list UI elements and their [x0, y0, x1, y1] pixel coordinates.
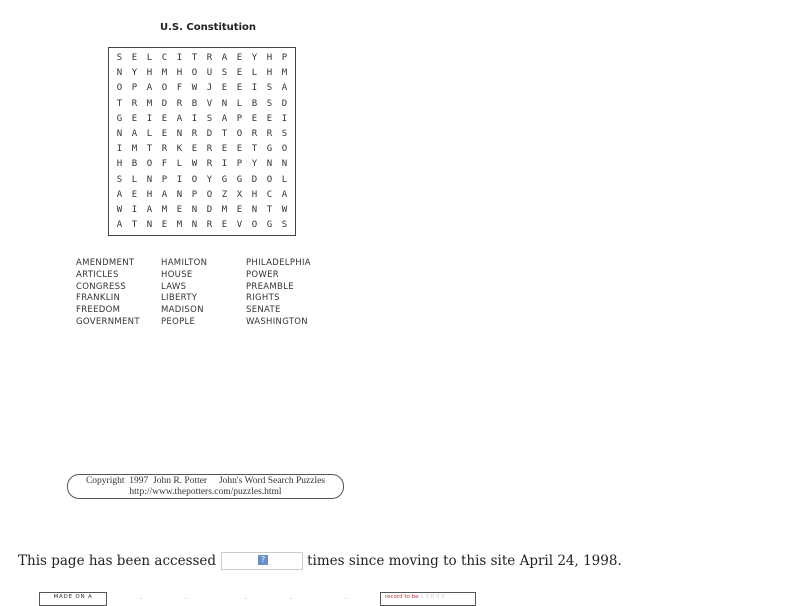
grid-cell: D [206, 204, 213, 215]
word-column-1 [76, 258, 161, 329]
grid-cell: P [236, 113, 243, 124]
grid-row [112, 157, 292, 172]
grid-cell: P [236, 159, 243, 170]
grid-cell: G [116, 113, 123, 124]
grid-cell: O [281, 144, 288, 155]
grid-cell: I [281, 113, 288, 124]
grid-cell: T [146, 144, 153, 155]
grid-cell: D [251, 174, 258, 185]
grid-cell: A [146, 204, 153, 215]
record-badge[interactable] [380, 592, 476, 606]
grid-cell: E [251, 113, 258, 124]
grid-cell: P [131, 83, 138, 94]
grid-cell: T [116, 98, 123, 109]
grid-cell: T [266, 204, 273, 215]
word-item: GOVERNMENT [76, 316, 140, 327]
word-item: LAWS [161, 281, 187, 292]
grid-row [112, 112, 292, 127]
grid-cell: Y [251, 159, 258, 170]
separator-dot: · [345, 596, 347, 603]
grid-cell: E [221, 144, 228, 155]
grid-cell: O [191, 174, 198, 185]
record-badge-faded: 1 0 0 0 0 [420, 594, 445, 600]
grid-cell: P [191, 189, 198, 200]
grid-cell: H [176, 68, 183, 79]
word-item: POWER [246, 269, 279, 280]
grid-cell: A [116, 189, 123, 200]
puzzle-title: U.S. Constitution [160, 22, 256, 33]
grid-cell: N [146, 174, 153, 185]
word-item: WASHINGTON [246, 316, 308, 327]
grid-cell: S [266, 98, 273, 109]
grid-row [112, 142, 292, 157]
grid-cell: L [131, 174, 138, 185]
grid-cell: M [146, 98, 153, 109]
grid-cell: H [146, 189, 153, 200]
grid-cell: H [266, 68, 273, 79]
grid-cell: E [236, 144, 243, 155]
grid-cell: B [251, 98, 258, 109]
grid-cell: O [161, 83, 168, 94]
word-item: HAMILTON [161, 258, 208, 268]
grid-cell: O [146, 159, 153, 170]
grid-cell: V [236, 220, 243, 231]
grid-cell: L [176, 159, 183, 170]
grid-cell: E [191, 144, 198, 155]
word-item: MADISON [161, 305, 204, 316]
grid-cell: E [266, 113, 273, 124]
grid-cell: G [266, 220, 273, 231]
grid-cell: P [281, 53, 288, 63]
grid-cell: T [131, 220, 138, 231]
grid-cell: E [161, 128, 168, 139]
grid-cell: A [176, 113, 183, 124]
grid-row [112, 127, 292, 142]
access-prefix: This page has been accessed [18, 553, 217, 569]
grid-cell: F [176, 83, 183, 94]
hit-counter-image [221, 552, 303, 570]
grid-cell: Y [131, 68, 138, 79]
grid-cell: R [206, 144, 213, 155]
grid-cell: R [206, 159, 213, 170]
grid-cell: M [131, 144, 138, 155]
grid-cell: S [221, 68, 228, 79]
copyright-line: Copyright 1997 John R. Potter John's Word Search Puzzles [85, 476, 326, 486]
grid-cell: R [131, 98, 138, 109]
word-column-3 [246, 258, 336, 329]
grid-cell: E [176, 204, 183, 215]
separator-dot: · [185, 596, 187, 603]
grid-cell: N [191, 220, 198, 231]
grid-cell: M [176, 220, 183, 231]
grid-cell: L [146, 128, 153, 139]
grid-cell: C [266, 189, 273, 200]
grid-cell: N [221, 98, 228, 109]
grid-cell: R [206, 220, 213, 231]
grid-cell: D [206, 128, 213, 139]
grid-cell: L [146, 53, 153, 63]
grid-cell: N [251, 204, 258, 215]
grid-row [112, 203, 292, 218]
grid-cell: V [206, 98, 213, 109]
grid-cell: S [281, 220, 288, 231]
grid-cell: M [281, 68, 288, 79]
access-suffix: times since moving to this site April 24, 1998. [307, 553, 622, 569]
grid-cell: N [191, 204, 198, 215]
grid-cell: O [206, 189, 213, 200]
grid-row [112, 51, 292, 66]
grid-cell: N [116, 68, 123, 79]
grid-cell: M [161, 204, 168, 215]
grid-cell: Y [206, 174, 213, 185]
word-item: SENATE [246, 305, 281, 316]
grid-cell: N [176, 128, 183, 139]
grid-cell: L [251, 68, 258, 79]
grid-cell: E [236, 204, 243, 215]
grid-cell: I [116, 144, 123, 155]
grid-cell: N [146, 220, 153, 231]
grid-cell: T [191, 53, 198, 63]
grid-cell: S [206, 113, 213, 124]
grid-cell: Z [221, 189, 228, 200]
grid-cell: R [266, 128, 273, 139]
grid-cell: R [251, 128, 258, 139]
grid-cell: G [236, 174, 243, 185]
word-item: ARTICLES [76, 269, 119, 280]
grid-cell: O [236, 128, 243, 139]
copyright-banner[interactable] [67, 474, 344, 499]
grid-cell: X [236, 189, 243, 200]
grid-cell: E [161, 220, 168, 231]
grid-cell: A [131, 128, 138, 139]
word-item: CONGRESS [76, 281, 127, 292]
word-item: LIBERTY [161, 293, 198, 304]
grid-cell: Y [251, 53, 258, 63]
grid-cell: I [146, 113, 153, 124]
word-search-grid [108, 47, 296, 236]
grid-cell: E [131, 53, 138, 63]
grid-cell: A [116, 220, 123, 231]
grid-cell: O [251, 220, 258, 231]
grid-row [112, 97, 292, 112]
grid-row [112, 66, 292, 81]
grid-cell: H [266, 53, 273, 63]
separator-dot: · [245, 596, 247, 603]
grid-cell: M [221, 204, 228, 215]
grid-row [112, 173, 292, 188]
made-on-badge[interactable]: MADE ON A [39, 592, 107, 606]
grid-cell: B [131, 159, 138, 170]
grid-row [112, 188, 292, 203]
grid-cell: D [281, 98, 288, 109]
grid-cell: W [281, 204, 288, 215]
grid-cell: O [191, 68, 198, 79]
grid-cell: I [176, 174, 183, 185]
grid-cell: A [281, 189, 288, 200]
grid-cell: E [131, 189, 138, 200]
word-list [76, 258, 336, 329]
grid-cell: N [116, 128, 123, 139]
grid-cell: O [266, 174, 273, 185]
grid-cell: W [116, 204, 123, 215]
grid-cell: E [221, 83, 228, 94]
grid-cell: H [251, 189, 258, 200]
grid-cell: F [161, 159, 168, 170]
grid-cell: E [236, 53, 243, 63]
grid-row [112, 218, 292, 233]
grid-cell: R [191, 128, 198, 139]
grid-cell: N [176, 189, 183, 200]
grid-cell: E [161, 113, 168, 124]
access-counter-line [18, 552, 622, 570]
grid-cell: W [191, 159, 198, 170]
word-item: FREEDOM [76, 305, 121, 316]
copyright-url[interactable]: http://www.thepotters.com/puzzles.html [129, 486, 282, 497]
grid-cell: D [161, 98, 168, 109]
grid-cell: N [281, 159, 288, 170]
word-item: PEOPLE [161, 316, 196, 327]
grid-cell: L [236, 98, 243, 109]
grid-cell: E [221, 220, 228, 231]
grid-cell: R [206, 53, 213, 63]
grid-cell: J [206, 83, 213, 94]
grid-cell: G [221, 174, 228, 185]
grid-cell: H [146, 68, 153, 79]
grid-cell: K [176, 144, 183, 155]
separator-dot: · [290, 596, 292, 603]
word-item: FRANKLIN [76, 293, 121, 304]
word-column-2 [161, 258, 246, 329]
word-item: HOUSE [161, 269, 193, 280]
grid-cell: I [131, 204, 138, 215]
grid-cell: L [281, 174, 288, 185]
grid-cell: I [191, 113, 198, 124]
broken-image-icon: ? [258, 555, 268, 565]
word-item: PHILADELPHIA [246, 258, 311, 268]
grid-cell: U [206, 68, 213, 79]
word-item: AMENDMENT [76, 258, 135, 268]
grid-cell: S [281, 128, 288, 139]
grid-cell: O [116, 83, 123, 94]
grid-cell: E [236, 83, 243, 94]
grid-cell: I [176, 53, 183, 63]
grid-cell: A [221, 113, 228, 124]
grid-cell: T [251, 144, 258, 155]
grid-cell: S [116, 53, 123, 63]
grid-cell: B [191, 98, 198, 109]
grid-cell: A [146, 83, 153, 94]
grid-cell: N [266, 159, 273, 170]
grid-cell: H [116, 159, 123, 170]
grid-cell: M [161, 68, 168, 79]
grid-cell: G [266, 144, 273, 155]
word-item: RIGHTS [246, 293, 280, 304]
grid-cell: S [116, 174, 123, 185]
grid-cell: R [161, 144, 168, 155]
grid-cell: E [131, 113, 138, 124]
grid-cell: C [161, 53, 168, 63]
word-item: PREAMBLE [246, 281, 294, 292]
record-badge-label: record to be [385, 594, 419, 600]
separator-dot: · [140, 596, 142, 603]
grid-cell: A [281, 83, 288, 94]
grid-cell: R [176, 98, 183, 109]
grid-cell: I [221, 159, 228, 170]
grid-cell: A [161, 189, 168, 200]
grid-cell: W [191, 83, 198, 94]
grid-cell: E [236, 68, 243, 79]
grid-cell: T [221, 128, 228, 139]
grid-cell: I [251, 83, 258, 94]
grid-cell: S [266, 83, 273, 94]
grid-row [112, 81, 292, 96]
grid-cell: P [161, 174, 168, 185]
grid-cell: A [221, 53, 228, 63]
